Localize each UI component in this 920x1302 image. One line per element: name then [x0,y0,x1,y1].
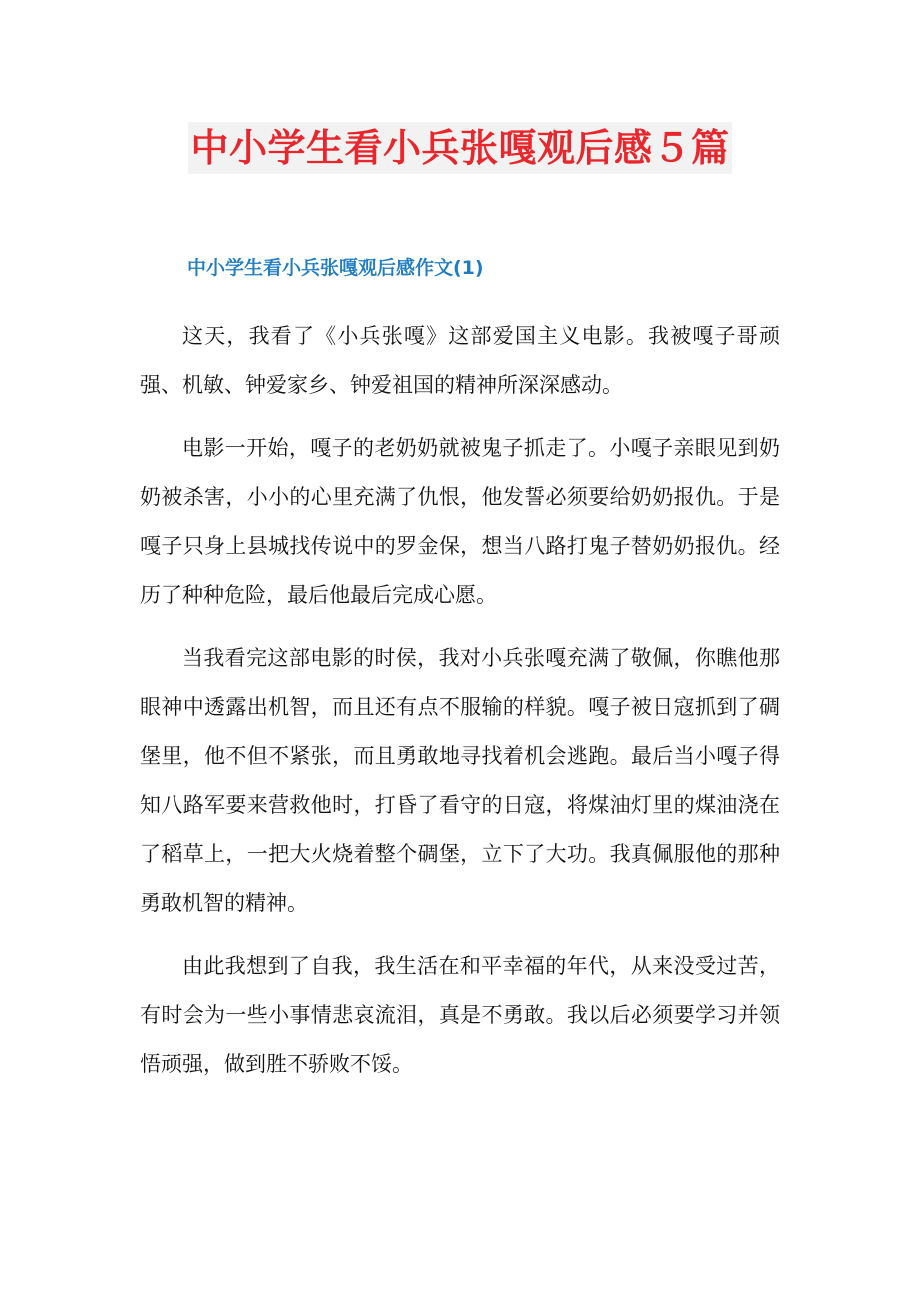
paragraph-1: 这天，我看了《小兵张嘎》这部爱国主义电影。我被嘎子哥顽强、机敏、钟爱家乡、钟爱祖国的精神所深深感动。 [140,324,780,397]
title-container [0,122,920,174]
article-body [140,312,780,1103]
paragraph-4: 由此我想到了自我，我生活在和平幸福的年代，从来没受过苦，有时会为一些小事情悲哀流泪，真是不勇敢。我以后必须要学习并领悟顽强，做到胜不骄败不馁。 [140,954,780,1076]
paragraph-3: 当我看完这部电影的时侯，我对小兵张嘎充满了敬佩，你瞧他那眼神中透露出机智，而且还有点不服输的样貌。嘎子被日寇抓到了碉堡里，他不但不紧张，而且勇敢地寻找着机会逃跑。最后当小嘎子得知八路军要来营救他时，打昏了看守的日寇，将煤油灯里的煤油浇在了稻草上，一把大火烧着整个碉堡，立下了大功。我真佩服他的那种勇敢机智的精神。 [140,646,780,915]
page-title: 中小学生看小兵张嘎观后感５篇 [188,122,731,174]
section-heading: 中小学生看小兵张嘎观后感作文(1) [187,257,484,279]
paragraph-2: 电影一开始，嘎子的老奶奶就被鬼子抓走了。小嘎子亲眼见到奶奶被杀害，小小的心里充满了仇恨，他发誓必须要给奶奶报仇。于是嘎子只身上县城找传说中的罗金保，想当八路打鬼子替奶奶报仇。经历了种种危险，最后他最后完成心愿。 [140,436,780,607]
